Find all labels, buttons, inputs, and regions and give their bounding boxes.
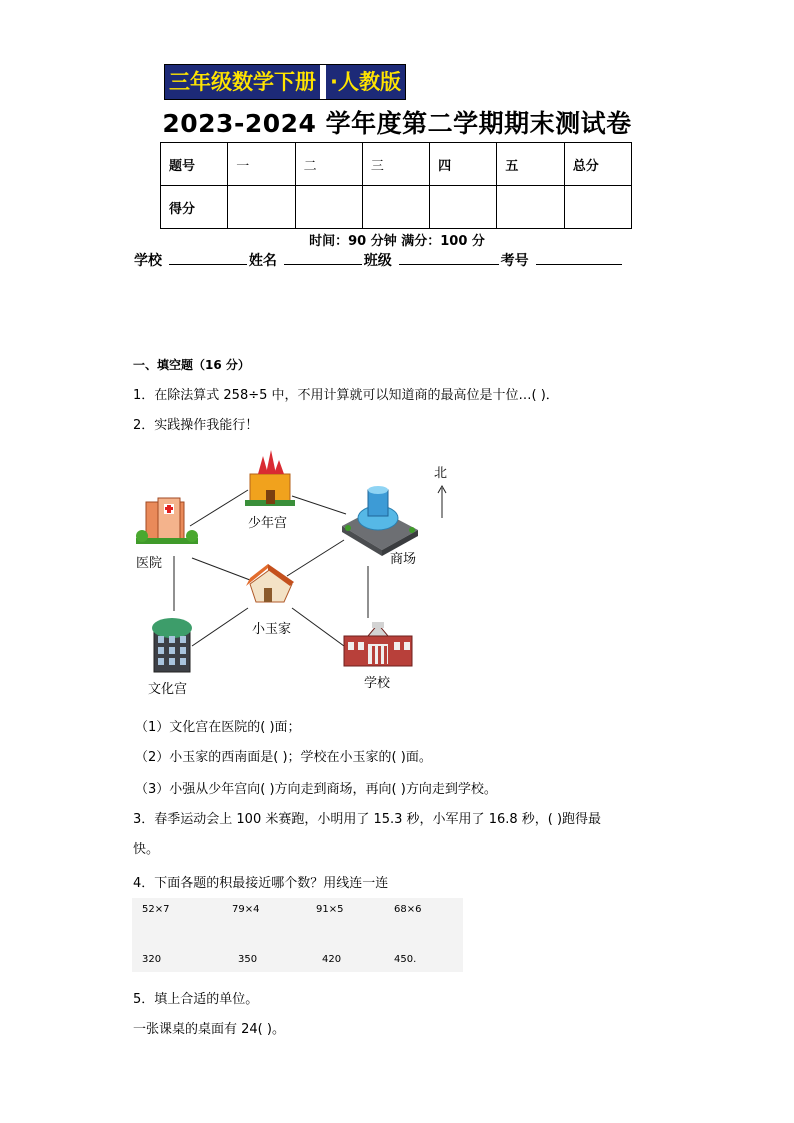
hospital-label: 医院 [136, 556, 163, 571]
score-input-cell[interactable] [295, 186, 362, 229]
score-table-score-row [161, 186, 632, 229]
score-row-label: 得分 [161, 186, 228, 229]
class-blank[interactable] [399, 250, 499, 265]
question-5-part-1: 一张课桌的桌面有 24( )。 [133, 1022, 285, 1037]
score-input-cell[interactable] [430, 186, 497, 229]
score-table-cell: 题号 [161, 143, 228, 186]
score-table-header-row [161, 143, 632, 186]
name-blank[interactable] [284, 250, 362, 265]
question-2-part-1: （1）文化宫在医院的( )面； [135, 720, 301, 735]
score-table-cell: 总分 [564, 143, 631, 186]
answer-item[interactable]: 350 [238, 954, 258, 965]
school-blank[interactable] [169, 250, 247, 265]
name-label: 姓名 [248, 253, 277, 269]
product-item[interactable]: 79×4 [232, 904, 260, 915]
score-table-cell: 一 [228, 143, 295, 186]
direction-map [132, 446, 462, 700]
score-table-cell: 二 [295, 143, 362, 186]
score-table [160, 142, 632, 229]
product-item[interactable]: 68×6 [394, 904, 422, 915]
score-input-cell[interactable] [564, 186, 631, 229]
culture-palace-icon [152, 618, 192, 672]
school-icon [344, 622, 412, 666]
exam-no-blank[interactable] [536, 250, 622, 265]
culture-palace-label: 文化宫 [148, 682, 188, 697]
question-2-part-3: （3）小强从少年宫向( )方向走到商场，再向( )方向走到学校。 [135, 782, 497, 797]
school-label: 学校 [134, 253, 162, 269]
map-svg [132, 446, 462, 700]
youth-palace-label: 少年宫 [248, 516, 288, 531]
answer-item[interactable]: 450. [394, 954, 417, 965]
product-item[interactable]: 52×7 [142, 904, 170, 915]
home-label: 小玉家 [252, 622, 292, 637]
question-2-part-2: （2）小玉家的西南面是( )；学校在小玉家的( )面。 [135, 750, 432, 765]
question-5: 5．填上合适的单位。 [133, 992, 259, 1007]
matching-panel [132, 898, 463, 972]
question-3-line-2: 快。 [133, 842, 160, 857]
badge-grade-text: 三年级数学下册 [165, 65, 320, 99]
question-2: 2．实践操作我能行！ [133, 418, 259, 433]
question-4: 4．下面各题的积最接近哪个数？用线连一连 [133, 876, 389, 891]
mall-label: 商场 [390, 552, 417, 567]
class-label: 班级 [363, 253, 392, 269]
score-input-cell[interactable] [228, 186, 295, 229]
student-info-line [134, 250, 624, 270]
answer-item[interactable]: 420 [322, 954, 342, 965]
exam-title: 2023-2024 学年度第二学期期末测试卷 [162, 109, 632, 138]
score-table-cell: 四 [430, 143, 497, 186]
section-heading: 一、填空题（16 分） [133, 358, 250, 372]
school-label-map: 学校 [364, 676, 391, 691]
score-table-cell: 五 [497, 143, 564, 186]
exam-no-label: 考号 [500, 253, 529, 269]
mall-icon [342, 486, 418, 556]
question-1: 1．在除法算式 258÷5 中，不用计算就可以知道商的最高位是十位…( )． [133, 388, 559, 403]
home-icon [246, 564, 294, 602]
product-item[interactable]: 91×5 [316, 904, 344, 915]
youth-palace-icon [245, 450, 295, 506]
north-label: 北 [434, 466, 448, 481]
question-3-line-1: 3．春季运动会上 100 米赛跑，小明用了 15.3 秒，小军用了 16.8 秒，( )跑得最 [133, 812, 602, 827]
score-input-cell[interactable] [362, 186, 429, 229]
score-input-cell[interactable] [497, 186, 564, 229]
badge-edition-text: ·人教版 [326, 65, 405, 99]
hospital-icon [136, 498, 198, 544]
grade-badge [164, 64, 406, 100]
time-and-score-line: 时间：90 分钟 满分：100 分 [309, 234, 485, 249]
score-table-cell: 三 [362, 143, 429, 186]
answer-item[interactable]: 320 [142, 954, 162, 965]
